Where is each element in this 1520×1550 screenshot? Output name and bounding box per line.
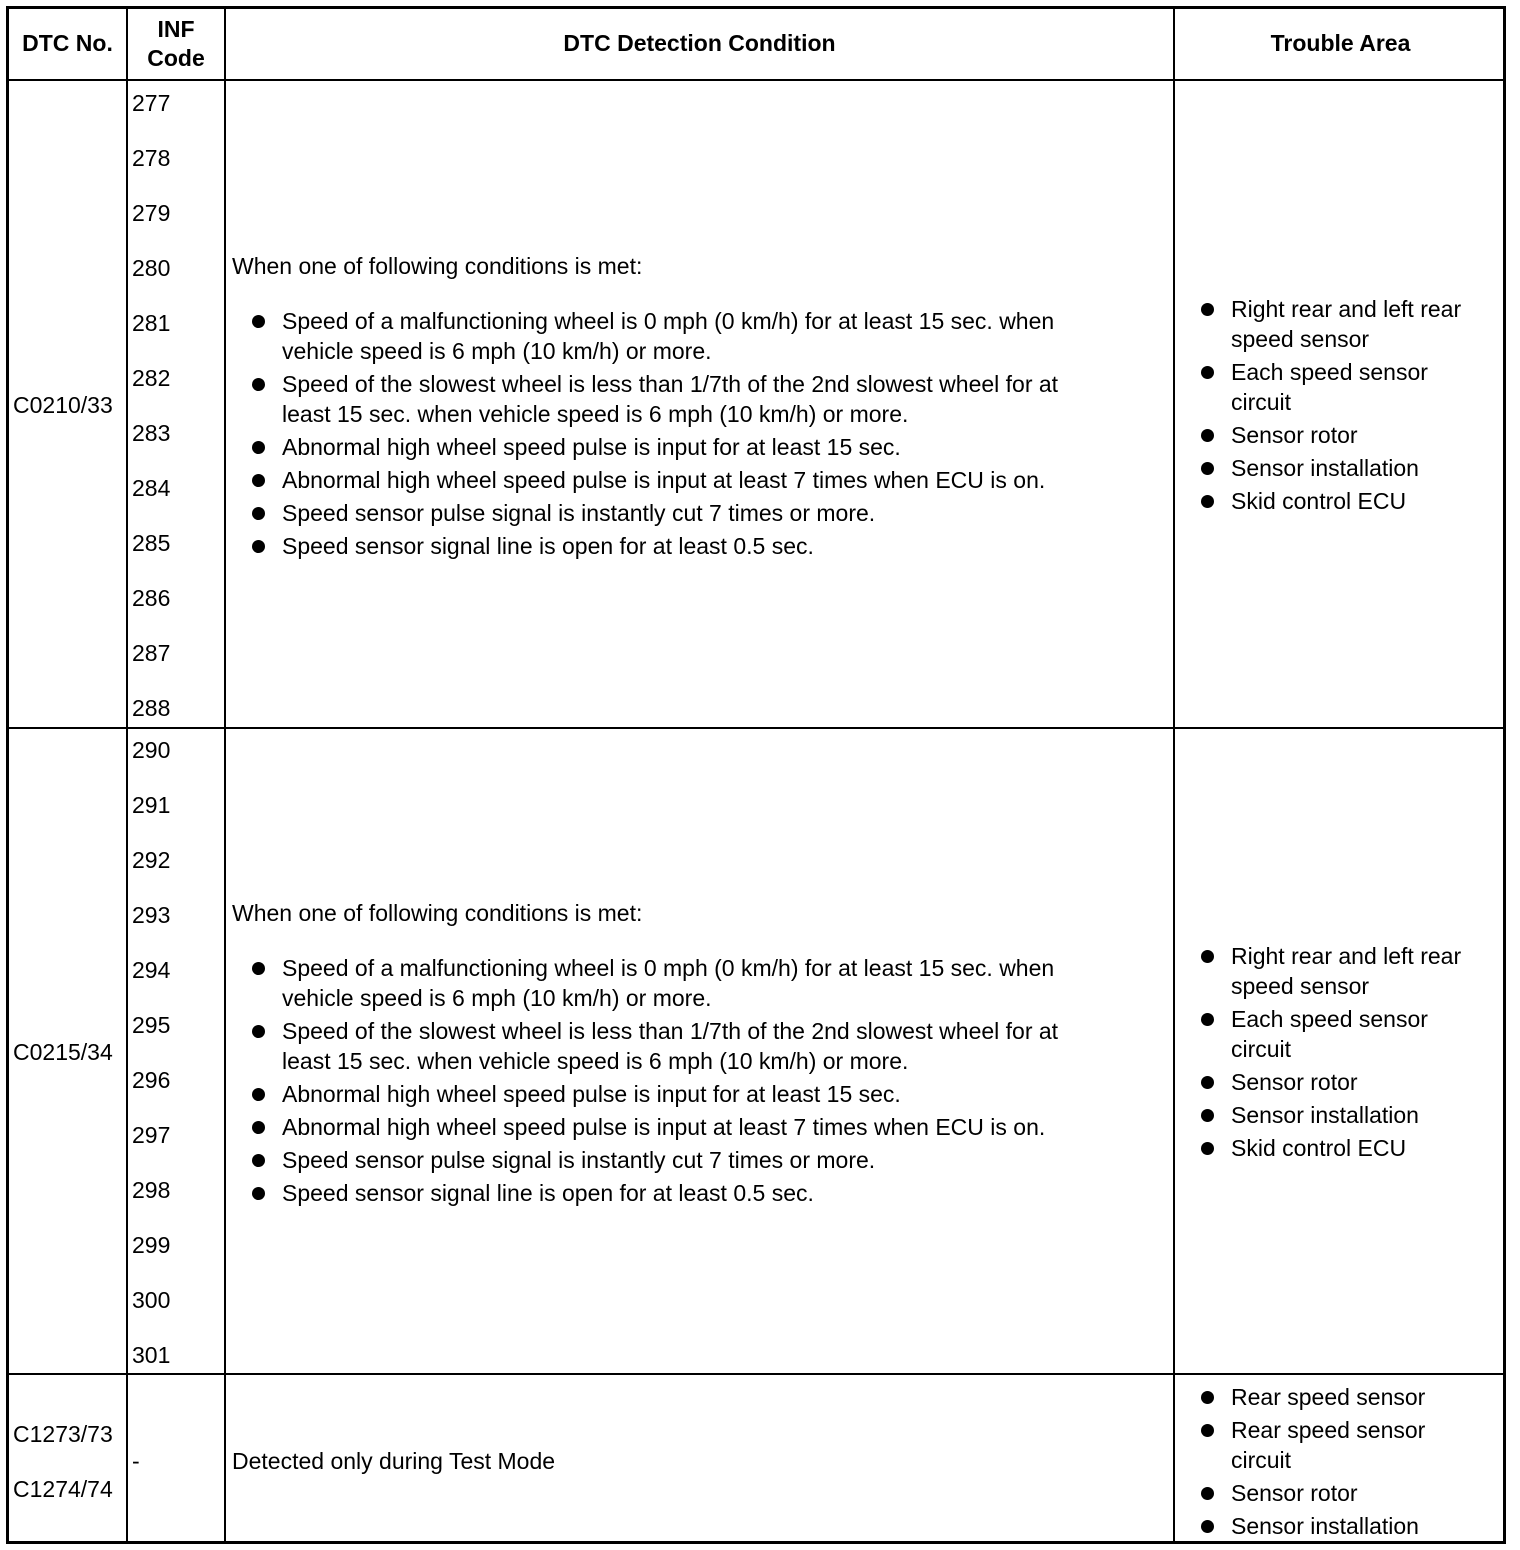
condition-item: Speed of a malfunctioning wheel is 0 mph (0 km/h) for at least 15 sec. when xyxy=(282,308,1055,334)
bullet-icon xyxy=(1201,1391,1214,1404)
inf-code: 300 xyxy=(132,1287,171,1313)
inf-code: 277 xyxy=(132,90,171,116)
header-inf-code-line2: Code xyxy=(147,45,205,71)
condition-text: Detected only during Test Mode xyxy=(232,1448,556,1474)
trouble-area-item: Skid control ECU xyxy=(1231,1135,1407,1161)
trouble-area-item: Rear speed sensor xyxy=(1231,1417,1426,1443)
trouble-area-item: Each speed sensor xyxy=(1231,1006,1428,1032)
trouble-area-item: speed sensor xyxy=(1231,326,1370,352)
dtc-number: C1274/74 xyxy=(13,1476,113,1502)
trouble-area-item: Sensor rotor xyxy=(1231,422,1358,448)
header-divider xyxy=(9,79,1503,81)
trouble-area-item: Sensor rotor xyxy=(1231,1069,1358,1095)
inf-code: 292 xyxy=(132,847,171,873)
inf-code: 296 xyxy=(132,1067,171,1093)
condition-item: Speed of the slowest wheel is less than 1/7th of the 2nd slowest wheel for at xyxy=(282,371,1059,397)
condition-item: least 15 sec. when vehicle speed is 6 mph (10 km/h) or more. xyxy=(282,1048,909,1074)
condition-item: Speed sensor signal line is open for at least 0.5 sec. xyxy=(282,1180,814,1206)
row-divider-2 xyxy=(9,1373,1503,1375)
inf-code: 290 xyxy=(132,737,171,763)
inf-code: 299 xyxy=(132,1232,171,1258)
bullet-icon xyxy=(1201,1076,1214,1089)
bullet-icon xyxy=(252,507,265,520)
bullet-icon xyxy=(252,1121,265,1134)
condition-item: Speed sensor signal line is open for at least 0.5 sec. xyxy=(282,533,814,559)
condition-item: Abnormal high wheel speed pulse is input at least 7 times when ECU is on. xyxy=(282,1114,1046,1140)
bullet-icon xyxy=(252,1187,265,1200)
inf-code: 297 xyxy=(132,1122,171,1148)
col-divider-3 xyxy=(1173,9,1175,1541)
bullet-icon xyxy=(1201,1013,1214,1026)
inf-code: 301 xyxy=(132,1342,171,1368)
dtc-number: C1273/73 xyxy=(13,1421,113,1447)
trouble-area-item: Sensor installation xyxy=(1231,1102,1419,1128)
condition-item: Abnormal high wheel speed pulse is input at least 7 times when ECU is on. xyxy=(282,467,1046,493)
col-divider-2 xyxy=(224,9,226,1541)
condition-item: Abnormal high wheel speed pulse is input for at least 15 sec. xyxy=(282,1081,901,1107)
bullet-icon xyxy=(1201,303,1214,316)
header-inf-code-line1: INF xyxy=(157,16,195,42)
inf-code: 284 xyxy=(132,475,171,501)
trouble-area-item: Right rear and left rear xyxy=(1231,943,1462,969)
bullet-icon xyxy=(252,962,265,975)
header-trouble-area: Trouble Area xyxy=(1270,30,1411,56)
row-divider-1 xyxy=(9,727,1503,729)
condition-intro: When one of following conditions is met: xyxy=(232,253,643,279)
condition-item: vehicle speed is 6 mph (10 km/h) or more. xyxy=(282,338,712,364)
condition-item: least 15 sec. when vehicle speed is 6 mph (10 km/h) or more. xyxy=(282,401,909,427)
bullet-icon xyxy=(252,1154,265,1167)
inf-code: 279 xyxy=(132,200,171,226)
condition-item: vehicle speed is 6 mph (10 km/h) or more. xyxy=(282,985,712,1011)
bullet-icon xyxy=(1201,1487,1214,1500)
inf-code: 291 xyxy=(132,792,171,818)
trouble-area-item: Rear speed sensor xyxy=(1231,1384,1426,1410)
bullet-icon xyxy=(1201,1424,1214,1437)
dtc-number: C0210/33 xyxy=(13,392,113,418)
col-divider-1 xyxy=(126,9,128,1541)
inf-code: 278 xyxy=(132,145,171,171)
inf-code: 285 xyxy=(132,530,171,556)
condition-item: Abnormal high wheel speed pulse is input for at least 15 sec. xyxy=(282,434,901,460)
header-dtc-no: DTC No. xyxy=(22,30,113,56)
trouble-area-item: Sensor rotor xyxy=(1231,1480,1358,1506)
trouble-area-item: Skid control ECU xyxy=(1231,488,1407,514)
bullet-icon xyxy=(1201,950,1214,963)
bullet-icon xyxy=(252,474,265,487)
condition-intro: When one of following conditions is met: xyxy=(232,900,643,926)
trouble-area-item: Sensor installation xyxy=(1231,455,1419,481)
bullet-icon xyxy=(252,378,265,391)
condition-item: Speed sensor pulse signal is instantly cut 7 times or more. xyxy=(282,1147,876,1173)
bullet-icon xyxy=(1201,1520,1214,1533)
bullet-icon xyxy=(252,1088,265,1101)
bullet-icon xyxy=(1201,429,1214,442)
trouble-area-item: Each speed sensor xyxy=(1231,359,1428,385)
inf-code: 282 xyxy=(132,365,171,391)
bullet-icon xyxy=(1201,1142,1214,1155)
inf-code: 294 xyxy=(132,957,171,983)
dtc-table xyxy=(6,6,1506,1544)
trouble-area-item: Sensor installation xyxy=(1231,1513,1419,1539)
bullet-icon xyxy=(252,1025,265,1038)
trouble-area-item: circuit xyxy=(1231,1447,1292,1473)
bullet-icon xyxy=(252,315,265,328)
inf-code: 280 xyxy=(132,255,171,281)
inf-code: 293 xyxy=(132,902,171,928)
trouble-area-item: speed sensor xyxy=(1231,973,1370,999)
inf-code: 281 xyxy=(132,310,171,336)
bullet-icon xyxy=(1201,366,1214,379)
inf-code: - xyxy=(132,1448,140,1474)
bullet-icon xyxy=(1201,495,1214,508)
condition-item: Speed sensor pulse signal is instantly cut 7 times or more. xyxy=(282,500,876,526)
dtc-number: C0215/34 xyxy=(13,1039,113,1065)
bullet-icon xyxy=(1201,462,1214,475)
inf-code: 283 xyxy=(132,420,171,446)
bullet-icon xyxy=(1201,1109,1214,1122)
trouble-area-item: circuit xyxy=(1231,389,1292,415)
header-detection-condition: DTC Detection Condition xyxy=(563,30,836,56)
trouble-area-item: Right rear and left rear xyxy=(1231,296,1462,322)
inf-code: 298 xyxy=(132,1177,171,1203)
condition-item: Speed of a malfunctioning wheel is 0 mph (0 km/h) for at least 15 sec. when xyxy=(282,955,1055,981)
trouble-area-item: circuit xyxy=(1231,1036,1292,1062)
inf-code: 295 xyxy=(132,1012,171,1038)
inf-code: 288 xyxy=(132,695,171,721)
inf-code: 287 xyxy=(132,640,171,666)
condition-item: Speed of the slowest wheel is less than 1/7th of the 2nd slowest wheel for at xyxy=(282,1018,1059,1044)
inf-code: 286 xyxy=(132,585,171,611)
bullet-icon xyxy=(252,540,265,553)
bullet-icon xyxy=(252,441,265,454)
